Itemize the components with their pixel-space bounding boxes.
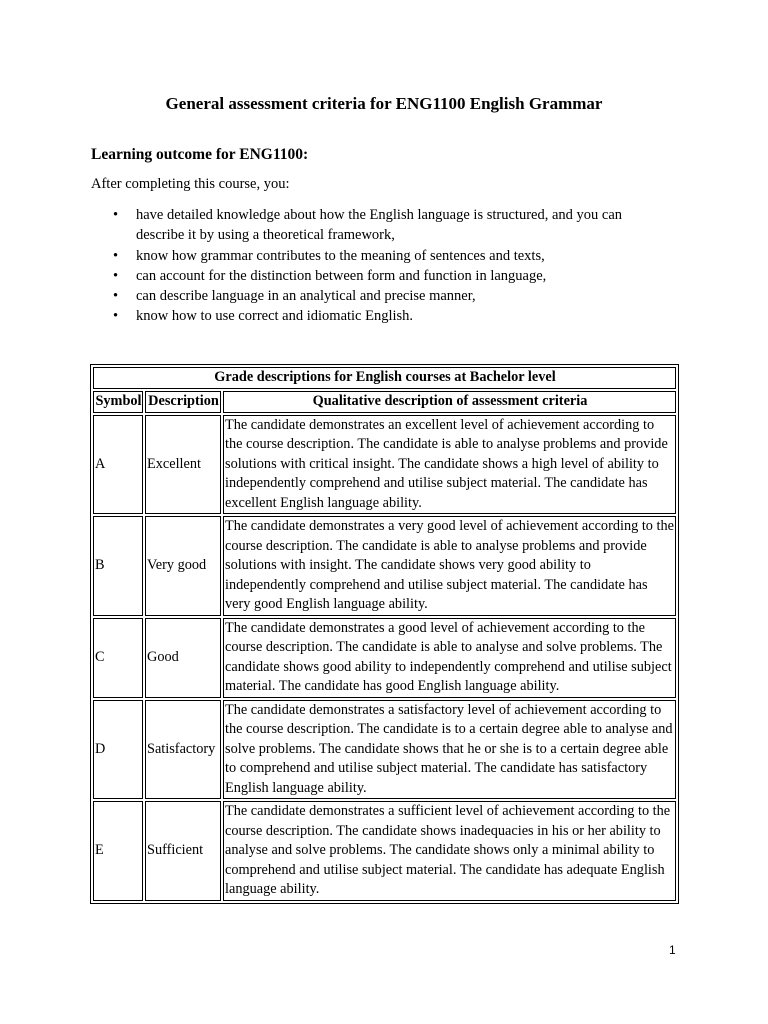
column-header-symbol: Symbol — [93, 391, 143, 413]
page-number: 1 — [669, 943, 676, 957]
list-item — [91, 246, 671, 266]
table-caption: Grade descriptions for English courses at Bachelor level — [93, 367, 676, 389]
list-item — [91, 205, 671, 246]
grade-criteria: The candidate demonstrates an excellent level of achievement according to the course description. The candidate is able to analyse problems and provide solutions with critical insight. The candidate shows a high level of ability to independently comprehend and utilise subject material. The candidate has excellent English language ability. — [223, 415, 676, 515]
bullet-icon: • — [113, 267, 119, 284]
document-title: General assessment criteria for ENG1100 English Grammar — [165, 94, 603, 113]
grade-criteria: The candidate demonstrates a very good level of achievement according to the course description. The candidate is able to analyse problems and provide solutions with insight. The candidate shows very good ability to independently comprehend and utilise subject material. The candidate has very good English language ability. — [223, 516, 676, 616]
grade-symbol: A — [93, 415, 143, 515]
table-row — [93, 700, 676, 800]
table-row — [93, 801, 676, 901]
table-row — [93, 415, 676, 515]
grade-symbol: B — [93, 516, 143, 616]
list-item — [91, 306, 671, 326]
grade-criteria: The candidate demonstrates a good level of achievement according to the course description. The candidate is able to analyse and solve problems. The candidate shows good ability to independently comprehend and utilise subject material. The candidate has good English language ability. — [223, 618, 676, 698]
grade-description: Sufficient — [145, 801, 221, 901]
bullet-icon: • — [113, 207, 119, 223]
table-header-row — [93, 391, 676, 413]
table-caption-row — [93, 367, 676, 389]
list-item — [91, 266, 671, 286]
grade-description: Excellent — [145, 415, 221, 515]
grade-criteria: The candidate demonstrates a satisfactory level of achievement according to the course description. The candidate is to a certain degree able to analyse and solve problems. The candidate shows that he or she is to a certain degree able to comprehend and utilise subject material. The candidate has satisfactory English language ability. — [223, 700, 676, 800]
outcome-text: have detailed knowledge about how the English language is structured, and you can describe it by using a theoretical framework, — [136, 207, 623, 244]
column-header-description: Description — [145, 391, 221, 413]
table-row — [93, 516, 676, 616]
learning-outcomes-list — [91, 205, 671, 327]
learning-outcome-heading: Learning outcome for ENG1100: — [91, 146, 309, 163]
bullet-icon: • — [113, 308, 119, 325]
grade-symbol: D — [93, 700, 143, 800]
grade-symbol: E — [93, 801, 143, 901]
column-header-qualitative: Qualitative description of assessment criteria — [223, 391, 676, 413]
grade-descriptions-table — [90, 364, 679, 904]
outcome-text: can describe language in an analytical and precise manner, — [136, 288, 476, 305]
list-item — [91, 286, 671, 306]
grade-description: Very good — [145, 516, 221, 616]
grade-description: Satisfactory — [145, 700, 221, 800]
outcome-text: can account for the distinction between form and function in language, — [136, 267, 547, 284]
grade-description: Good — [145, 618, 221, 698]
outcome-text: know how grammar contributes to the meaning of sentences and texts, — [136, 247, 545, 264]
bullet-icon: • — [113, 288, 119, 305]
grade-symbol: C — [93, 618, 143, 698]
table-row — [93, 618, 676, 698]
outcome-text: know how to use correct and idiomatic English. — [136, 308, 414, 325]
intro-text: After completing this course, you: — [91, 176, 290, 192]
bullet-icon: • — [113, 247, 119, 264]
grade-criteria: The candidate demonstrates a sufficient level of achievement according to the course description. The candidate shows inadequacies in his or her ability to analyse and solve problems. The candidate shows only a minimal ability to comprehend and utilise subject material. The candidate has adequate English language ability. — [223, 801, 676, 901]
